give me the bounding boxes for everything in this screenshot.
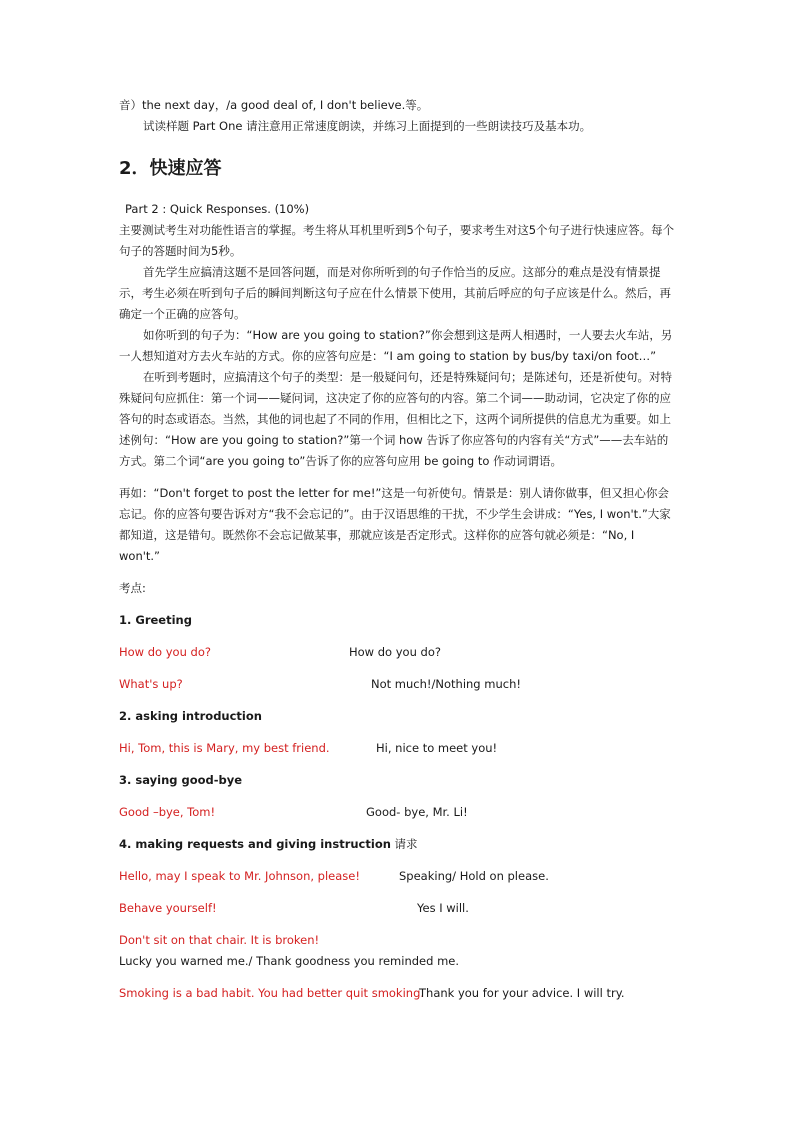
response-pair — [119, 898, 677, 919]
response-pair — [119, 866, 677, 887]
intro-line: 试读样题 Part One 请注意用正常速度朗读，并练习上面提到的一些朗读技巧及基本功。 — [143, 119, 592, 133]
response-pair — [119, 930, 677, 972]
section-heading: 2．快速应答 — [119, 158, 222, 179]
paragraph: 如你听到的句子为：“How are you going to station?”你会想到这是两人相遇时，一人要去火车站，另一人想知道对方去火车站的方式。你的应答句应是：“I am going to station by bus/by taxi/on foot…” — [119, 328, 673, 363]
prompt-sentence: Good –bye, Tom! — [119, 805, 216, 819]
document-body — [119, 95, 677, 1004]
part-label: Part 2 : Quick Responses. (10%) — [125, 202, 310, 216]
reply-sentence: Yes I will. — [417, 901, 469, 915]
prompt-sentence: Hi, Tom, this is Mary, my best friend. — [119, 741, 330, 755]
topic-title: 4. making requests and giving instruction 请求 — [119, 837, 418, 851]
paragraph: 再如：“Don't forget to post the letter for me!”这是一句祈使句。情景是：别人请你做事，但又担心你会忘记。你的应答句要告诉对方“我不会忘记的”。由于汉语思维的干扰，不少学生会讲成：“Yes, I won't.”大家都知道，这是错句。既然你不会忘记做某事，那就应该是否定形式。这样你的应答句就必须是：“No, I won't.” — [119, 486, 671, 563]
response-pair — [119, 802, 677, 823]
paragraph: 主要测试考生对功能性语言的掌握。考生将从耳机里听到5个句子，要求考生对这5个句子进行快速应答。每个句子的答题时间为5秒。 — [119, 223, 675, 258]
prompt-sentence: How do you do? — [119, 645, 211, 659]
response-pair — [119, 642, 677, 663]
response-pair — [119, 738, 677, 759]
reply-sentence: How do you do? — [349, 645, 441, 659]
prompt-sentence: What's up? — [119, 677, 183, 691]
reply-sentence: Not much!/Nothing much! — [371, 677, 521, 691]
reply-sentence: Hi, nice to meet you! — [376, 741, 498, 755]
topic-title: 1. Greeting — [119, 613, 192, 627]
prompt-sentence: Hello, may I speak to Mr. Johnson, please! — [119, 869, 360, 883]
reply-sentence: Thank you for your advice. I will try. — [419, 986, 625, 1000]
reply-sentence: Speaking/ Hold on please. — [399, 869, 549, 883]
paragraph: 首先学生应搞清这题不是回答问题，而是对你所听到的句子作恰当的反应。这部分的难点是没有情景提示，考生必须在听到句子后的瞬间判断这句子应在什么情景下使用，其前后呼应的句子应该是什么。然后，再确定一个正确的应答句。 — [119, 265, 671, 321]
prompt-sentence: Don't sit on that chair. It is broken! — [119, 933, 320, 947]
response-pair — [119, 674, 677, 695]
points-label: 考点: — [119, 581, 146, 595]
reply-sentence: Lucky you warned me./ Thank goodness you reminded me. — [119, 954, 459, 968]
intro-line: 音）the next day，/a good deal of, I don't believe.等。 — [119, 98, 429, 112]
topic-title: 2. asking introduction — [119, 709, 262, 723]
response-pair — [119, 983, 677, 1004]
topic-title: 3. saying good-bye — [119, 773, 243, 787]
prompt-sentence: Behave yourself! — [119, 901, 217, 915]
prompt-sentence: Smoking is a bad habit. You had better quit smoking. — [119, 986, 425, 1000]
paragraph: 在听到考题时，应搞清这个句子的类型：是一般疑问句，还是特殊疑问句；是陈述句，还是祈使句。对特殊疑问句应抓住：第一个词——疑问词，这决定了你的应答句的内容。第二个词——助动词，它决定了你的应答句的时态或语态。当然，其他的词也起了不同的作用，但相比之下，这两个词所提供的信息尤为重要。如上述例句：“How are you going to station?”第一个词 how 告诉了你应答句的内容有关“方式”——去车站的方式。第二个词“are you going to”告诉了你的应答句应用 be going to 作动词谓语。 — [119, 370, 672, 468]
reply-sentence: Good- bye, Mr. Li! — [366, 805, 468, 819]
